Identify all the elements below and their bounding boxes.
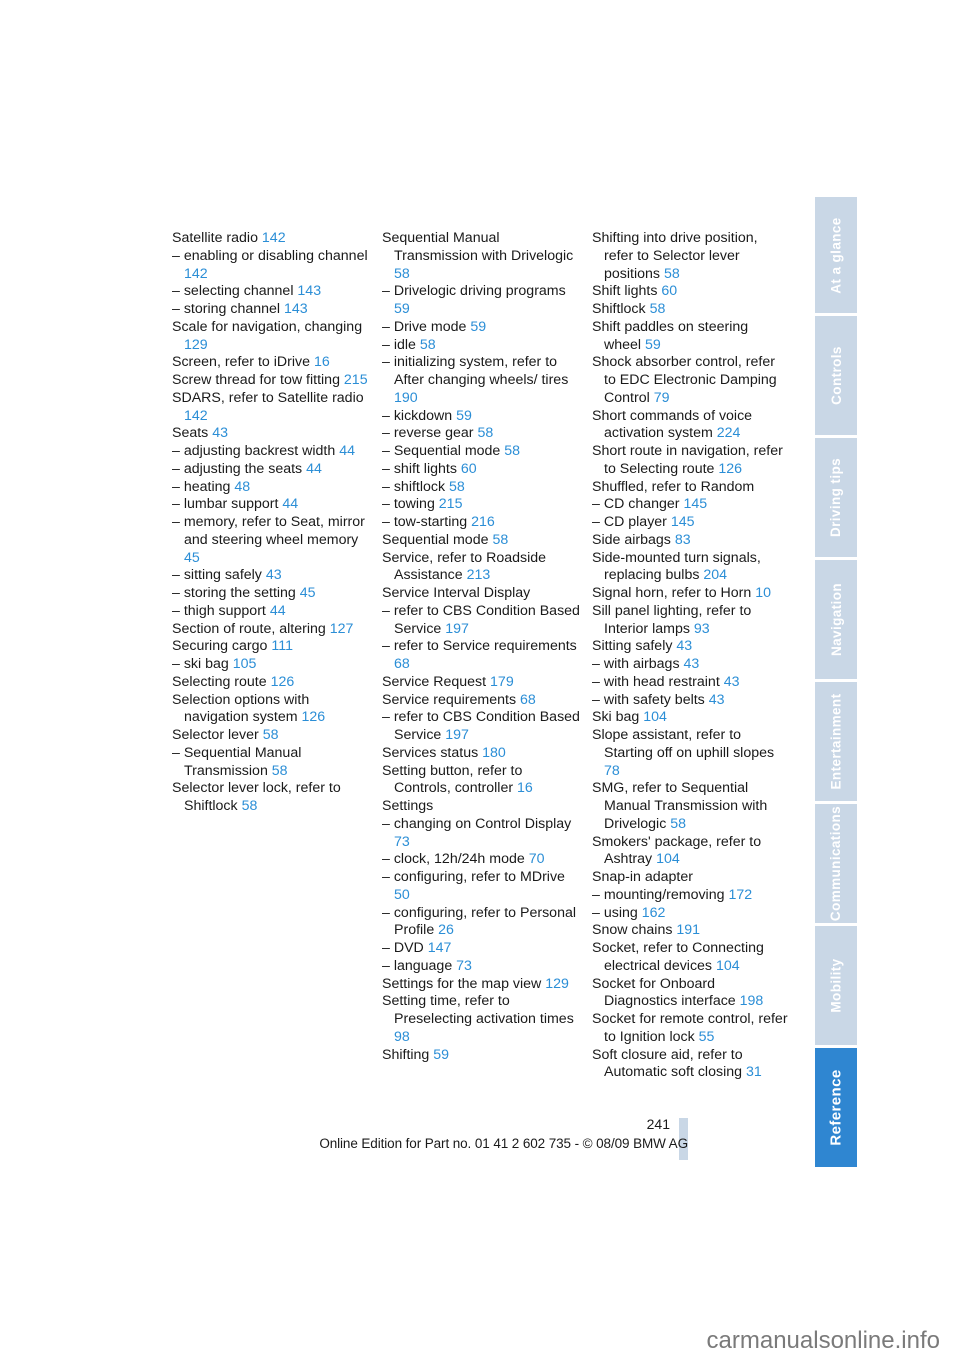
index-term: Service, refer to Roadside Assistance (382, 549, 547, 584)
index-term: SMG, refer to Sequential Manual Transmission with Drivelogic (592, 780, 768, 832)
page-link[interactable]: 145 (683, 496, 708, 513)
index-term: Socket, refer to Connecting electrical devices (592, 940, 764, 974)
index-entry (172, 248, 372, 284)
page-link[interactable]: 58 (449, 478, 465, 495)
chapter-tab-label: Controls (828, 346, 844, 405)
index-entry (172, 479, 372, 497)
index-term: Shifting into drive position, refer to Selector lever positions (592, 230, 758, 282)
index-entry (382, 283, 582, 319)
index-term: Satellite radio (172, 230, 258, 246)
page-link[interactable]: 204 (703, 567, 728, 584)
index-term: Slope assistant, refer to Starting off on uphill slopes (592, 727, 775, 761)
index-entry (172, 621, 372, 639)
page-link[interactable]: 142 (261, 230, 286, 246)
page-link[interactable]: 55 (698, 1028, 715, 1045)
index-entry (592, 869, 788, 887)
index-entry (382, 230, 582, 283)
index-entry (172, 780, 372, 816)
index-entry (382, 798, 582, 816)
index-term: – lumbar support (172, 496, 279, 513)
page-link[interactable]: 79 (653, 389, 670, 406)
index-entry (592, 301, 788, 319)
page-link[interactable]: 44 (306, 460, 322, 477)
chapter-tab-reference[interactable] (815, 1048, 857, 1167)
page-link[interactable]: 197 (445, 727, 469, 743)
index-entry (592, 319, 788, 355)
page-link[interactable]: 129 (184, 336, 208, 353)
page-link[interactable]: 58 (262, 727, 279, 743)
page-link[interactable]: 58 (663, 265, 680, 282)
page-link[interactable]: 59 (433, 1046, 450, 1063)
index-term: Snow chains (592, 922, 673, 939)
page-link[interactable]: 58 (419, 336, 436, 353)
index-term: Short route in navigation, refer to Selecting route (592, 443, 783, 477)
index-term: – adjusting the seats (172, 460, 303, 477)
index-term: Settings for the map view (382, 975, 542, 992)
index-entry (592, 727, 788, 780)
chapter-tab-label: Entertainment (828, 693, 844, 790)
page-link[interactable]: 60 (460, 460, 477, 477)
page-link[interactable]: 16 (313, 354, 330, 371)
index-term: – heating (172, 478, 231, 495)
index-entry (592, 940, 788, 976)
index-term: Sitting safely (592, 638, 673, 655)
index-entry (172, 745, 372, 781)
index-term: Selection options with navigation system (172, 691, 310, 726)
index-entry (592, 479, 788, 497)
page-link[interactable]: 127 (329, 620, 354, 637)
index-entry (382, 408, 582, 426)
page-link[interactable]: 58 (241, 798, 258, 814)
index-column-1 (172, 230, 372, 816)
index-term: Sequential Manual Transmission with Drivelogic (382, 230, 574, 264)
page-link[interactable]: 43 (676, 638, 693, 655)
index-entry (172, 443, 372, 461)
index-term: – storing the setting (172, 585, 296, 601)
page-link[interactable]: 93 (693, 620, 710, 637)
index-entry (382, 461, 582, 479)
chapter-tab-at-a-glance[interactable] (815, 197, 857, 313)
index-term: – configuring, refer to MDrive (382, 869, 565, 885)
page-link[interactable]: 44 (339, 443, 355, 459)
page-link[interactable]: 147 (427, 940, 452, 956)
index-term: Soft closure aid, refer to Automatic soft closing (592, 1046, 743, 1081)
index-term: Shuffled, refer to Random (592, 478, 755, 495)
page-link[interactable]: 224 (716, 425, 741, 442)
index-entry (592, 656, 788, 674)
index-entry (382, 993, 582, 1046)
index-term: – language (382, 957, 453, 974)
index-term: – shift lights (382, 460, 457, 477)
page-link[interactable]: 59 (645, 336, 661, 353)
index-column-2 (382, 230, 582, 1064)
index-entry (592, 905, 788, 923)
index-term: Socket for Onboard Diagnostics interface (592, 975, 736, 1010)
index-term: – memory, refer to Seat, mirror and steering wheel memory (172, 514, 365, 548)
index-entry (172, 354, 372, 372)
index-term: – with airbags (592, 656, 680, 672)
page-link[interactable]: 73 (456, 957, 472, 974)
page-link[interactable]: 44 (282, 496, 299, 513)
page-link[interactable]: 68 (394, 656, 410, 672)
page-link[interactable]: 172 (728, 886, 753, 903)
index-entry (592, 674, 788, 692)
page-link[interactable]: 198 (739, 993, 764, 1010)
index-entry (382, 443, 582, 461)
chapter-tab-label: At a glance (828, 216, 844, 294)
page-link[interactable]: 129 (545, 975, 569, 992)
index-entry (382, 354, 582, 407)
index-entry (592, 922, 788, 940)
index-term: Socket for remote control, refer to Ignition lock (592, 1011, 788, 1045)
page-link[interactable]: 43 (683, 656, 700, 672)
index-term: – with head restraint (592, 673, 720, 690)
page-link[interactable]: 43 (708, 691, 725, 708)
page-link[interactable]: 44 (269, 602, 286, 619)
index-term: Shiftlock (592, 301, 646, 317)
index-term: – CD changer (592, 496, 680, 513)
index-term: Screen, refer to iDrive (172, 354, 310, 371)
index-term: Service Interval Display (382, 585, 531, 601)
index-entry (382, 763, 582, 799)
page-link[interactable]: 59 (456, 407, 472, 424)
page-link[interactable]: 58 (394, 265, 410, 282)
page-link[interactable]: 58 (492, 531, 509, 548)
index-term: – ski bag (172, 656, 229, 672)
page-link[interactable]: 142 (184, 265, 208, 282)
page-link[interactable]: 126 (718, 460, 743, 477)
index-entry (172, 425, 372, 443)
chapter-tab-controls[interactable] (815, 316, 857, 435)
chapter-tab-label: Communications (828, 805, 844, 922)
index-entry (592, 709, 788, 727)
page-link[interactable]: 58 (477, 425, 494, 442)
index-term: – towing (382, 496, 435, 513)
page-link[interactable]: 190 (394, 389, 418, 406)
index-entry (382, 425, 582, 443)
page-link[interactable]: 104 (715, 957, 740, 974)
page-link[interactable]: 43 (723, 673, 740, 690)
index-entry (172, 727, 372, 745)
index-entry (382, 1047, 582, 1065)
page-link[interactable]: 213 (466, 567, 491, 584)
index-entry (172, 514, 372, 567)
index-term: – DVD (382, 940, 424, 956)
index-term: Screw thread for tow fitting (172, 372, 340, 388)
page-link[interactable]: 143 (284, 301, 308, 317)
page-link[interactable]: 59 (394, 301, 410, 317)
index-entry (592, 887, 788, 905)
index-entry (172, 603, 372, 621)
index-entry (592, 692, 788, 710)
page-link[interactable]: 162 (641, 904, 666, 921)
chapter-tab-label: Driving tips (828, 457, 844, 538)
page-link[interactable]: 215 (438, 496, 463, 513)
index-entry (592, 638, 788, 656)
index-term: – configuring, refer to Personal Profile (382, 904, 577, 939)
index-term: – adjusting backrest width (172, 443, 336, 459)
index-term: – refer to CBS Condition Based Service (382, 602, 580, 637)
index-term: Service requirements (382, 691, 517, 708)
index-entry (382, 674, 582, 692)
index-term: – reverse gear (382, 425, 474, 442)
index-term: Services status (382, 744, 479, 761)
index-entry (382, 319, 582, 337)
index-entry (172, 567, 372, 585)
chapter-tab-label: Navigation (828, 582, 844, 657)
index-entry (382, 709, 582, 745)
index-term: Selector lever lock, refer to Shiftlock (172, 780, 341, 814)
page-link[interactable]: 31 (745, 1064, 762, 1081)
index-term: Securing cargo (172, 638, 268, 655)
index-term: – thigh support (172, 602, 266, 619)
index-term: – storing channel (172, 301, 281, 317)
index-entry (592, 976, 788, 1012)
page-link[interactable]: 45 (184, 549, 200, 566)
index-term: SDARS, refer to Satellite radio (172, 389, 364, 406)
index-entry (382, 905, 582, 941)
page-link[interactable]: 191 (676, 922, 701, 939)
page-link[interactable]: 216 (471, 514, 495, 530)
index-term: – refer to CBS Condition Based Service (382, 709, 580, 743)
chapter-tab-entertainment[interactable] (815, 682, 857, 801)
chapter-tab-label: Reference (827, 1069, 845, 1146)
footer-edition-text: Online Edition for Part no. 01 41 2 602 735 - © 08/09 BMW AG (319, 1136, 688, 1151)
index-entry (382, 532, 582, 550)
page-link[interactable]: 59 (470, 318, 487, 335)
index-entry (172, 301, 372, 319)
page-link[interactable]: 70 (528, 851, 545, 868)
index-entry (592, 408, 788, 444)
page-link[interactable]: 197 (445, 620, 469, 637)
chapter-tab-driving-tips[interactable] (815, 438, 857, 557)
page-link[interactable]: 10 (755, 585, 772, 601)
index-term: – Drivelogic driving programs (382, 283, 566, 300)
page-link[interactable]: 142 (184, 407, 208, 424)
page-link[interactable]: 215 (343, 372, 368, 388)
index-term: – Drive mode (382, 318, 467, 335)
index-term: Setting time, refer to Preselecting activation times (382, 993, 574, 1027)
page-link[interactable]: 145 (670, 514, 695, 530)
index-term: Sill panel lighting, refer to Interior lamps (592, 602, 752, 637)
page-link[interactable]: 60 (661, 283, 678, 300)
chapter-tab-navigation[interactable] (815, 560, 857, 679)
page-link[interactable]: 58 (670, 815, 687, 832)
index-term: – using (592, 904, 638, 921)
index-entry (172, 692, 372, 728)
index-entry (592, 496, 788, 514)
index-term: Shift lights (592, 283, 658, 300)
index-entry (592, 283, 788, 301)
index-entry (382, 958, 582, 976)
index-entry (382, 638, 582, 674)
page-link[interactable]: 78 (604, 762, 620, 779)
index-entry (592, 550, 788, 586)
index-entry (172, 230, 372, 248)
index-term: – idle (382, 336, 416, 353)
index-entry (382, 745, 582, 763)
index-entry (382, 692, 582, 710)
page-link[interactable]: 104 (643, 709, 667, 726)
index-entry (172, 283, 372, 301)
index-term: Snap-in adapter (592, 869, 693, 885)
index-term: – kickdown (382, 407, 453, 424)
index-term: Shifting (382, 1046, 430, 1063)
index-entry (172, 390, 372, 426)
index-entry (592, 1047, 788, 1083)
index-term: Ski bag (592, 709, 640, 726)
index-term: Shift paddles on steering wheel (592, 318, 749, 353)
index-entry (172, 674, 372, 692)
index-entry (172, 638, 372, 656)
index-entry (592, 230, 788, 283)
index-term: Sequential mode (382, 531, 489, 548)
watermark: carmanualsonline.info (706, 1327, 940, 1354)
page-link[interactable]: 58 (504, 443, 521, 459)
page-link[interactable]: 98 (394, 1028, 410, 1045)
index-term: Seats (172, 425, 209, 442)
index-entry (592, 354, 788, 407)
index-term: – refer to Service requirements (382, 638, 577, 655)
page-link[interactable]: 16 (517, 780, 533, 797)
index-term: – with safety belts (592, 691, 705, 708)
page-link[interactable]: 43 (265, 567, 282, 584)
index-term: Scale for navigation, changing (172, 318, 363, 335)
index-entry (382, 869, 582, 905)
page-link[interactable]: 26 (438, 922, 454, 939)
index-term: Settings (382, 798, 434, 814)
page-link[interactable]: 179 (490, 673, 514, 690)
index-entry (382, 940, 582, 958)
page-link[interactable]: 43 (212, 425, 229, 442)
index-entry (382, 479, 582, 497)
index-term: Signal horn, refer to Horn (592, 585, 752, 601)
index-term: – selecting channel (172, 283, 294, 300)
index-entry (382, 550, 582, 586)
index-entry (382, 603, 582, 639)
index-term: Setting button, refer to Controls, controller (382, 762, 523, 797)
index-entry (172, 319, 372, 355)
index-entry (592, 1011, 788, 1047)
page-link[interactable]: 58 (649, 301, 666, 317)
index-entry (172, 461, 372, 479)
index-term: – Sequential Manual Transmission (172, 744, 302, 779)
index-entry (172, 585, 372, 603)
page-link[interactable]: 126 (301, 709, 326, 726)
index-term: – tow-starting (382, 514, 468, 530)
index-term: – Sequential mode (382, 443, 501, 459)
index-column-3 (592, 230, 788, 1082)
index-entry (172, 656, 372, 674)
index-term: – clock, 12h/24h mode (382, 851, 525, 868)
page-link[interactable]: 111 (271, 638, 293, 655)
page-link[interactable]: 83 (674, 531, 691, 548)
index-entry (382, 514, 582, 532)
index-entry (382, 496, 582, 514)
index-term: Section of route, altering (172, 620, 326, 637)
index-entry (382, 851, 582, 869)
index-entry (592, 780, 788, 833)
chapter-tab-communications[interactable] (815, 804, 857, 923)
page-number: 241 (646, 1116, 670, 1132)
chapter-tab-label: Mobility (828, 958, 844, 1013)
index-term: Service Request (382, 673, 487, 690)
index-entry (592, 532, 788, 550)
index-entry (382, 816, 582, 852)
index-entry (592, 603, 788, 639)
page-link[interactable]: 73 (394, 833, 410, 850)
index-entry (382, 976, 582, 994)
index-entry (382, 337, 582, 355)
index-term: Selecting route (172, 673, 267, 690)
index-term: Side airbags (592, 531, 671, 548)
page-link[interactable]: 58 (271, 762, 288, 779)
index-term: – sitting safely (172, 567, 262, 584)
chapter-tab-mobility[interactable] (815, 926, 857, 1045)
index-entry (592, 514, 788, 532)
index-term: Smokers' package, refer to Ashtray (592, 833, 762, 868)
index-entry (592, 834, 788, 870)
index-entry (172, 496, 372, 514)
index-term: Side-mounted turn signals, replacing bulbs (592, 549, 761, 584)
page-link[interactable]: 50 (394, 886, 410, 903)
page-link[interactable]: 126 (270, 673, 295, 690)
page-link[interactable]: 48 (234, 478, 251, 495)
index-term: – shiftlock (382, 478, 446, 495)
index-term: – changing on Control Display (382, 815, 572, 832)
page-link[interactable]: 143 (297, 283, 322, 300)
index-entry (382, 585, 582, 603)
index-term: Selector lever (172, 727, 259, 743)
page-link[interactable]: 180 (482, 744, 506, 761)
page-link[interactable]: 45 (299, 585, 316, 601)
index-entry (592, 585, 788, 603)
index-term: Short commands of voice activation system (592, 407, 753, 442)
page-link[interactable]: 105 (232, 656, 257, 672)
index-term: – mounting/removing (592, 886, 725, 903)
page-link[interactable]: 104 (656, 851, 680, 868)
index-term: – enabling or disabling channel (172, 247, 368, 264)
index-term: – CD player (592, 514, 667, 530)
index-entry (172, 372, 372, 390)
page-link[interactable]: 68 (520, 691, 536, 708)
index-term: Shock absorber control, refer to EDC Electronic Damping Control (592, 354, 777, 406)
index-entry (592, 443, 788, 479)
index-term: – initializing system, refer to After changing wheels/ tires (382, 354, 569, 388)
